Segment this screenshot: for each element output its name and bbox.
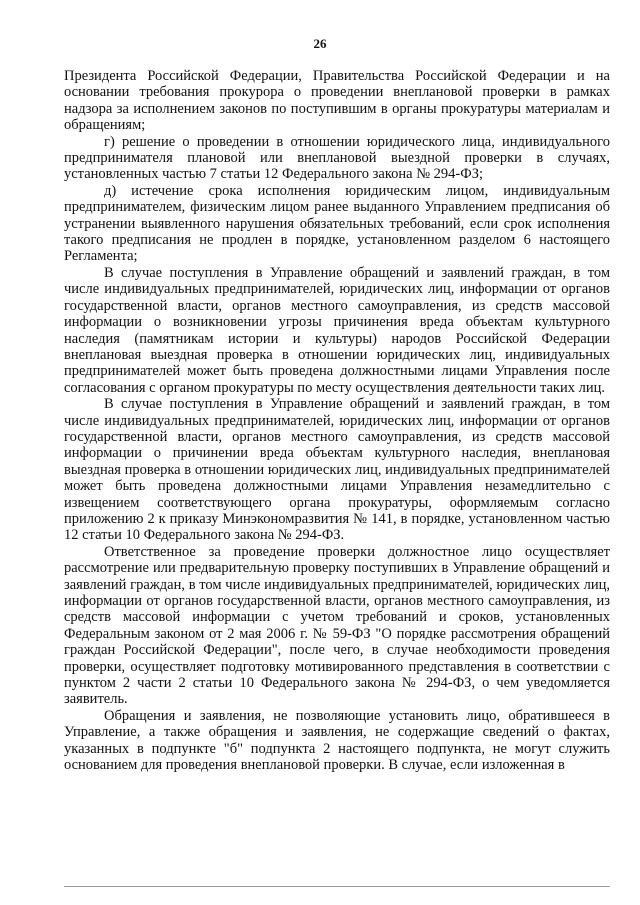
bottom-scan-edge: [64, 886, 610, 887]
paragraph-responsible-official: Ответственное за проведение проверки должностное лицо осуществляет рассмотрение или предварительную проверку поступивших в Управление обращений и заявлений граждан, в том числе индивидуальных предпринимателей, юридических лиц, информации от органов государственной власти, органов местного самоуправления, из средств массовой информации с учетом требований и сроков, установленных Федеральным законом от 2 мая 2006 г. № 59-ФЗ "О порядке рассмотрения обращений граждан Российской Федерации", после чего, в случае необходимости проведения проверки, осуществляет подготовку мотивированного представления в соответствии с пунктом 2 части 2 статьи 10 Федерального закона № 294-ФЗ, о чем уведомляется заявитель.: [64, 543, 610, 708]
page-number: 26: [313, 36, 327, 51]
paragraph-item-d: д) истечение срока исполнения юридическим лицом, индивидуальным предпринимателем, физическим лицом ранее выданного Управлением предписания об устранении выявленного нарушения обязательных требований, если срок исполнения такого предписания не продлен в порядке, установленном разделом 6 настоящего Регламента;: [64, 182, 610, 265]
document-body: [64, 68, 610, 773]
paragraph-anonymous-appeals: Обращения и заявления, не позволяющие установить лицо, обратившееся в Управление, а также обращения и заявления, не содержащие сведений о фактах, указанных в подпункте "б" подпункта 2 настоящего подпункта, не могут служить основанием для проведения внеплановой проверки. В случае, если изложенная в: [64, 707, 610, 774]
paragraph-continuation: Президента Российской Федерации, Правительства Российской Федерации и на основании требования прокурора о проведении внеплановой проверки в рамках надзора за исполнением законов по поступившим в органы прокуратуры материалам и обращениям;: [64, 68, 610, 134]
paragraph-threat-of-harm: В случае поступления в Управление обращений и заявлений граждан, в том числе индивидуальных предпринимателей, юридических лиц, информации от органов государственной власти, органов местного самоуправления, из средств массовой информации о возникновении угрозы причинения вреда объектам культурного наследия (памятникам истории и культуры) народов Российской Федерации внеплановая выездная проверка в отношении юридических лиц, индивидуальных предпринимателей может быть проведена должностными лицами Управления после согласования с органом прокуратуры по месту осуществления деятельности таких лиц.: [64, 264, 610, 396]
paragraph-harm-caused: В случае поступления в Управление обращений и заявлений граждан, в том числе индивидуальных предпринимателей, юридических лиц, информации от органов государственной власти, органов местного самоуправления, из средств массовой информации о причинении вреда объектам культурного наследия, внеплановая выездная проверка в отношении юридических лиц, индивидуальных предпринимателей может быть проведена должностными лицами Управления незамедлительно с извещением соответствующего органа прокуратуры, оформляемым согласно приложению 2 к приказу Минэкономразвития № 141, в порядке, установленном частью 12 статьи 10 Федерального закона № 294-ФЗ.: [64, 396, 610, 544]
paragraph-item-g: г) решение о проведении в отношении юридического лица, индивидуального предпринимателя плановой или внеплановой выездной проверки в случаях, установленных частью 7 статьи 12 Федерального закона № 294-ФЗ;: [64, 133, 610, 183]
